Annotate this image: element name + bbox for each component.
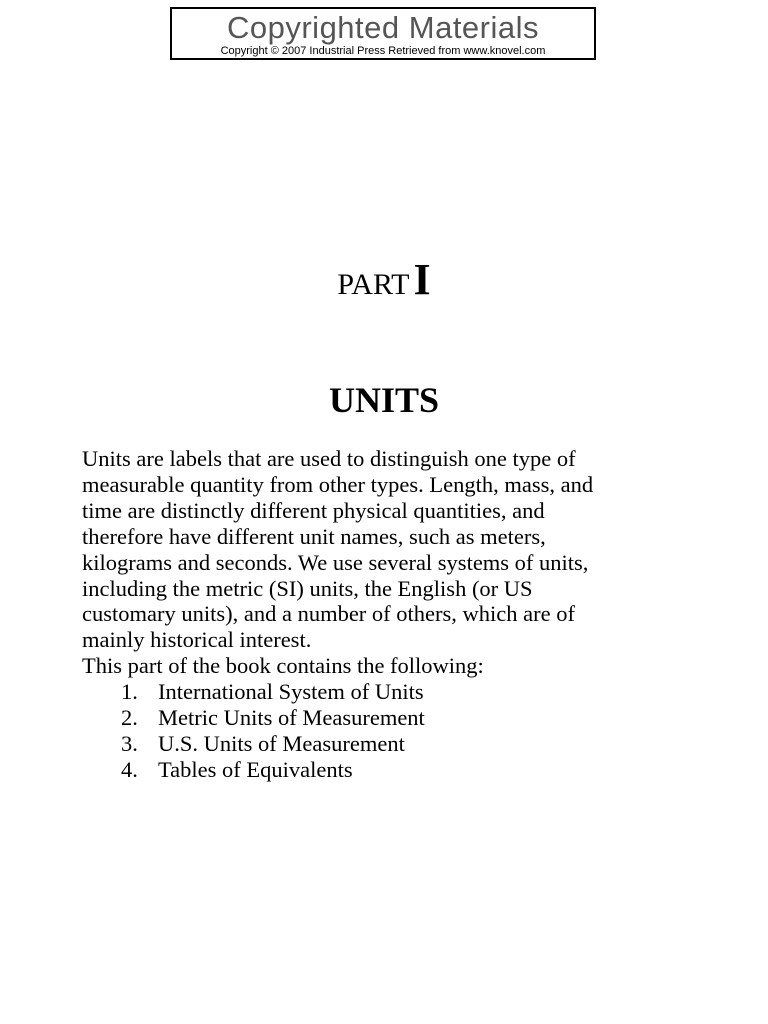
list-item-number: 2. [121, 705, 138, 731]
list-item-number: 4. [121, 756, 138, 782]
part-heading [0, 250, 768, 320]
body-line: Units are labels that are used to distinguish one type of [82, 446, 576, 471]
body-line: mainly historical interest. [82, 627, 312, 653]
body-line: time are distinctly different physical quantities, and [82, 497, 545, 523]
body-line: including the metric (SI) units, the English (or US [82, 575, 533, 601]
list-item [82, 679, 722, 705]
body-text [82, 446, 722, 783]
body-line: customary units), and a number of others, which are of [82, 601, 575, 627]
part-word: PART [337, 268, 410, 301]
section-title: UNITS [328, 380, 440, 420]
part-number: I [413, 255, 431, 304]
list-item-number: 3. [121, 730, 138, 756]
list-item [82, 757, 722, 783]
list-item-label: Tables of Equivalents [158, 756, 353, 782]
copyright-notice: Copyright © 2007 Industrial Press Retrieved from www.knovel.com [220, 45, 546, 57]
body-line: measurable quantity from other types. Length, mass, and [82, 471, 594, 497]
body-line: This part of the book contains the following: [82, 653, 484, 679]
list-item [82, 705, 722, 731]
body-line: therefore have different unit names, such as meters, [82, 523, 546, 549]
list-item [82, 731, 722, 757]
list-item-label: Metric Units of Measurement [158, 705, 425, 731]
copyright-banner [170, 7, 596, 60]
body-line: kilograms and seconds. We use several systems of units, [82, 549, 589, 575]
list-item-label: International System of Units [158, 679, 424, 705]
copyright-title: Copyrighted Materials [226, 10, 540, 45]
list-item-number: 1. [121, 679, 138, 705]
contents-list [82, 679, 722, 783]
list-item-label: U.S. Units of Measurement [158, 730, 405, 756]
